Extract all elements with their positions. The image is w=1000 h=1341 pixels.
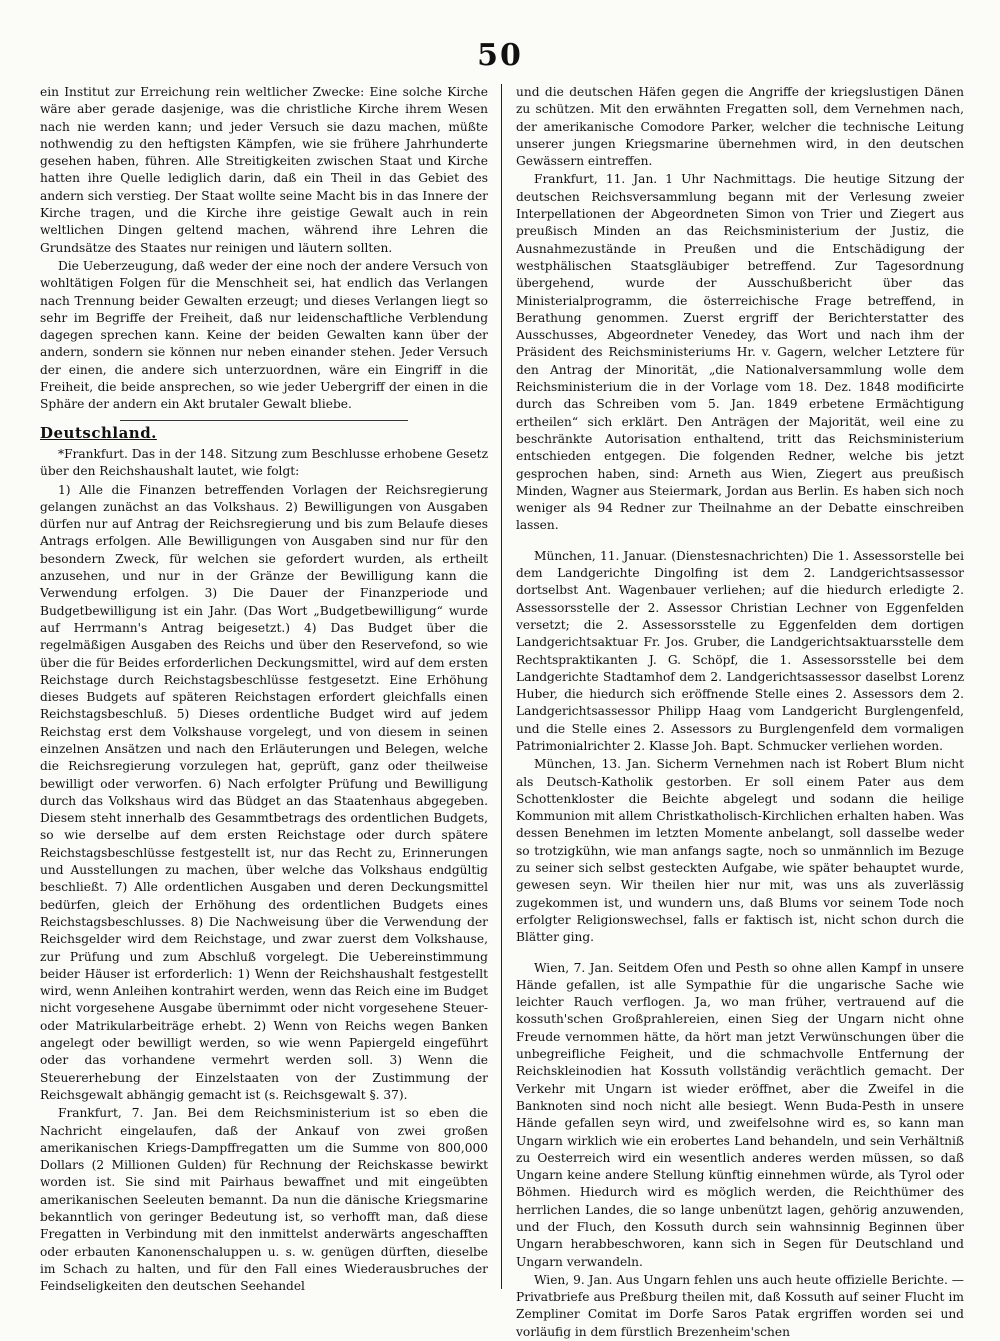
section-heading: Deutschland. bbox=[40, 423, 157, 442]
spacer bbox=[516, 536, 964, 548]
spacer bbox=[516, 948, 964, 960]
article-paragraph: Die Ueberzeugung, daß weder der eine noch der andere Versuch von wohltätigen Folgen für die Menschheit sei, hat endlich das Verlangen nach Trennung beider Gewalten erzeugt; und dieses Verlangen liegt so sehr im Begriffe der Freiheit, daß nur leidenschaftliche Verblendung dagegen sprechen kann. Keine der beiden Gewalten kann über der andern, sondern sie können nur neben einander stehen. Jeder Versuch der einen, die andere sich unterzuordnen, wäre ein Eingriff in die Freiheit, die beide ansprechen, so wie jeder Uebergriff der einen in die Sphäre der andern ein Akt brutaler Gewalt bliebe. bbox=[40, 258, 488, 412]
article-paragraph: *Frankfurt. Das in der 148. Sitzung zum Beschlusse erhobene Gesetz über den Reichshaushalt lautet, wie folgt: bbox=[40, 446, 488, 479]
article-paragraph: und die deutschen Häfen gegen die Angriffe der kriegslustigen Dänen zu schützen. Mit den erwähnten Fregatten soll, dem Vernehmen nach, der amerikanische Comodore Parker, welcher die technische Leitung unserer jungen Kriegsmarine übernehmen wird, in den deutschen Gewässern eintreffen. bbox=[516, 85, 964, 169]
article-paragraph: 1) Alle die Finanzen betreffenden Vorlagen der Reichsregierung gelangen zunächst an das Volkshaus. 2) Bewilligungen von Ausgaben dürfen nur auf Antrag der Reichsregierung und bis zum Belaufe dieses Antrags erfolgen. Alle Bewilligungen von Ausgaben sind nur für den besondern Zweck, für welchen sie gefordert wurden, als ertheilt anzusehen, und nur in der Gränze der Bewilligung kann die Verwendung erfolgen. 3) Die Dauer der Finanzperiode und Budgetbewilligung ist ein Jahr. (Das Wort „Budgetbewilligung“ wurde auf Herrmann's Antrag beigesetzt.) 4) Das Budget über die regelmäßigen Ausgaben des Reichs und über den Reservefond, so wie über die für Beides erforderlichen Deckungsmittel, wird auf dem ersten Reichstage durch Reichstagsbeschlüsse festgesetzt. Eine Erhöhung dieses Budgets auf späteren Reichstagen erfordert gleichfalls einen Reichstagsbeschluß. 5) Dieses ordentliche Budget wird auf jedem Reichstag erst dem Volkshause vorgelegt, und von diesem in seinen einzelnen Ansätzen und nach den Erläuterungen und Belegen, welche die Reichsregierung vorzulegen hat, geprüft, ganz oder theilweise bewilligt oder verworfen. 6) Nach erfolgter Prüfung und Bewilligung durch das Volkshaus wird das Büdget an das Staatenhaus abgegeben. Diesem steht innerhalb des Gesammtbetrags des ordentlichen Budgets, so wie derselbe auf dem ersten Reichstage oder durch spätere Reichstagsbeschlüsse festgestellt ist, nur das Recht zu, Erinnerungen und Ausstellungen zu machen, über welche das Volkshaus endgültig beschließt. 7) Alle ordentlichen Ausgaben und deren Deckungsmittel bedürfen, gleich der Erhöhung des ordentlichen Budgets eines Reichstagsbeschlusses. 8) Die Nachweisung über die Verwendung der Reichsgelder wird dem Reichstage, und zwar zuerst dem Volkshause, zur Prüfung und zum Abschluß vorgelegt. Die Uebereinstimmung beider Häuser ist erforderlich: 1) Wenn der Reichshaushalt festgestellt wird, wenn Anleihen kontrahirt werden, wenn das Reich eine im Budget nicht vorgesehene Ausgabe übernimmt oder nicht vorgesehene Steuer- oder Matrikularbeiträge erhebt. 2) Wenn von Reichs wegen Banken angelegt oder bewilligt werden, so wie wenn Papiergeld eingeführt oder das vorhandene vermehrt werden soll. 3) Wenn die Steuererhebung der Einzelstaaten von der Zustimmung der Reichsgewalt abhängig gemacht ist (s. Reichsgewalt §. 37). bbox=[40, 482, 488, 1102]
left-column bbox=[40, 84, 488, 1294]
article-paragraph: Wien, 7. Jan. Seitdem Ofen und Pesth so ohne allen Kampf in unsere Hände gefallen, ist alle Sympathie für die ungarische Sache wie leichter Rauch verflogen. Ja, wo man früher, vertrauend auf die kossuth'schen Großprahlereien, einen Sieg der Ungarn nicht ohne Freude vernommen hätte, da hört man jetzt Verwünschungen über die unbegreifliche Feigheit, und die schmachvolle Entfernung der Reichskleinodien hat Kossuth vollständig verächtlich gemacht. Der Verkehr mit Ungarn ist wieder eröffnet, aber die Zweifel in die Banknoten sind noch nicht alle besiegt. Wenn Buda-Pesth in unsere Hände gefallen seyn wird, und zweifelsohne wird es, so kann man Ungarn wirklich wie ein erobertes Land behandeln, und sein Verhältniß zu Oesterreich wird ein wesentlich anderes werden müssen, so daß Ungarn keine andere Stellung künftig einnehmen würde, als Tyrol oder Böhmen. Hiedurch wird es möglich werden, die Reichthümer des herrlichen Landes, die so lange unbenützt lagen, gehörig anzuwenden, und der Fluch, den Kossuth durch sein wahnsinnig Beginnen über Ungarn herabbeschworen, kann sich in Segen für Deutschland und Ungarn verwandeln. bbox=[516, 960, 964, 1269]
article-paragraph: München, 13. Jan. Sicherm Vernehmen nach ist Robert Blum nicht als Deutsch-Katholik gestorben. Er soll einem Pater aus dem Schottenkloster die Beichte abgelegt und sodann die heilige Kommunion mit allem Christkatholisch-Kirchlichen erhalten haben. Was dessen Benehmen im letzten Momente anbelangt, soll dasselbe weder so trotzigkühn, wie man anfangs sagte, noch so unmännlich im Bezuge zu seiner sich selbst gesteckten Aufgabe, wie später behauptet wurde, gewesen seyn. Wir theilen hier nur mit, was uns als zuverlässig zugekommen ist, und wundern uns, daß Blums vor seinem Tode noch erfolgter Religionswechsel, falls er faktisch ist, nicht schon durch die Blätter ging. bbox=[516, 757, 964, 945]
article-paragraph: Wien, 9. Jan. Aus Ungarn fehlen uns auch heute offizielle Berichte. — Privatbriefe aus Preßburg theilen mit, daß Kossuth auf seiner Flucht im Zempliner Comitat im Dorfe Saros Patak ergriffen worden sei und vorläufig in dem fürstlich Brezenheim'schen bbox=[516, 1272, 964, 1339]
right-column bbox=[516, 84, 964, 1339]
page-number: 50 bbox=[477, 38, 523, 73]
article-paragraph: Frankfurt, 11. Jan. 1 Uhr Nachmittags. Die heutige Sitzung der deutschen Reichsversammlung begann mit der Verlesung zweier Interpellationen der Abgeordneten Simon von Trier und Ziegert aus preußisch Minden an das Reichsministerium der Justiz, die Ausnahmezustände in Preußen und die Entschädigung der westphälischen Staatsgläubiger betreffend. Zur Tagesordnung übergehend, wurde der Ausschußbericht über das Ministerialprogramm, die österreichische Frage betreffend, in Berathung genommen. Zuerst ergriff der Berichterstatter des Ausschusses, Abgeordneter Venedey, das Wort und nach ihm der Präsident des Reichsministeriums Hr. v. Gagern, welcher Letztere für den Antrag der Minorität, „die Nationalversammlung wolle dem Reichsministerium die in der Vorlage vom 18. Dez. 1848 modificirte durch das Schreiben vom 5. Jan. 1849 erbetene Ermächtigung ertheilen“ sich erklärt. Den Anträgen der Majorität, weil eine zu beschränkte Autorisation enthaltend, tritt das Reichsministerium entschieden entgegen. Die folgenden Redner, welche bis jetzt gesprochen haben, sind: Arneth aus Wien, Ziegert aus preußisch Minden, Wagner aus Steiermark, Jordan aus Berlin. Es haben sich noch weniger als 94 Redner zur Theilnahme an der Debatte einschreiben lassen. bbox=[516, 172, 964, 533]
column-divider bbox=[501, 84, 502, 1289]
section-divider bbox=[120, 420, 408, 421]
article-paragraph: München, 11. Januar. (Dienstesnachrichten) Die 1. Assessorstelle bei dem Landgerichte Dingolfing ist dem 2. Landgerichtsassessor dortselbst Ant. Wagenbauer verliehen; auf die hiedurch erledigte 2. Assessorsstelle der 2. Assessor Christian Lechner von Eggenfelden versetzt; die 2. Assessorsstelle zu Eggenfelden dem dortigen Landgerichtsaktuar Fr. Jos. Gruber, die Landgerichtsaktuarsstelle dem Rechtspraktikanten J. G. Schöpf, die 1. Assessorsstelle bei dem Landgerichte Stadtamhof dem 2. Landgerichtsassessor daselbst Lorenz Huber, die hiedurch sich eröffnende Stelle eines 2. Assessors dem 2. Landgerichtsassessor Philipp Haag vom Landgericht Burglengenfeld, und die Stelle eines 2. Assessors zu Burglengenfeld dem vormaligen Patrimonialrichter 2. Klasse Joh. Bapt. Schmucker verliehen worden. bbox=[516, 548, 964, 753]
article-paragraph: Frankfurt, 7. Jan. Bei dem Reichsministerium ist so eben die Nachricht eingelaufen, daß der Ankauf von zwei großen amerikanischen Kriegs-Dampffregatten um die Summe von 800,000 Dollars (2 Millionen Gulden) für Rechnung der Reichskasse bewirkt worden ist. Sie sind mit Pairhaus bewaffnet und mit eingeübten amerikanischen Seeleuten bemannt. Da nun die dänische Kriegsmarine bekanntlich von geringer Bedeutung ist, so verhofft man, daß diese Fregatten in Verbindung mit den inmittelst anderwärts angeschafften oder erbauten Kanonenschaluppen u. s. w. genügen dürften, dieselbe im Schach zu halten, und für den Fall eines Wiederausbruches der Feindseligkeiten den deutschen Seehandel bbox=[40, 1106, 488, 1294]
article-paragraph: ein Institut zur Erreichung rein weltlicher Zwecke: Eine solche Kirche wäre aber gerade dasjenige, was die christliche Kirche ihrem Wesen nach nie werden kann; und jeder Versuch sie dazu machen, müßte nothwendig zu den heftigsten Kämpfen, wie sie frühere Jahrhunderte gesehen haben, führen. Alle Streitigkeiten zwischen Staat und Kirche hatten ihre Quelle lediglich darin, daß ein Theil in das Gebiet des andern sich verstieg. Der Staat wollte seine Macht bis in das Innere der Kirche tragen, und die Kirche ihre geistige Gewalt auch in rein weltlichen Dingen geltend machen, während ihre Lehren die Grundsätze des Staates nur reinigen und läutern sollten. bbox=[40, 85, 488, 255]
